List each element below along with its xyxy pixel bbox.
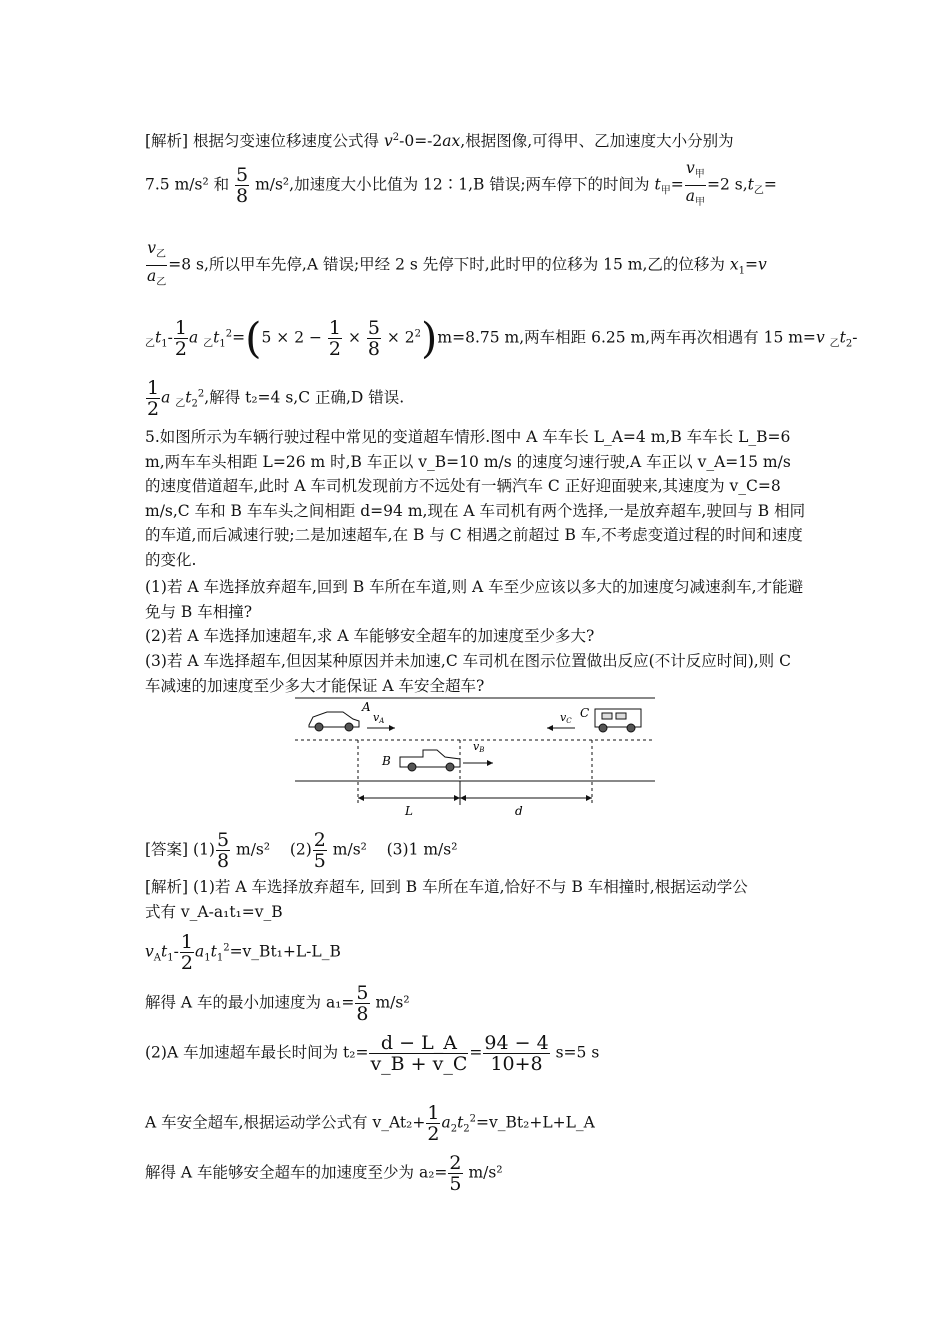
analysis-line-3: $v_At_1-$ $\frac{1}{2}$ $a_1t_1^2=v\_Bt_1+L-L\_B$	[145, 931, 341, 974]
fraction-5-8: $\frac{5}{8}$	[236, 164, 249, 208]
question-2: (2)若 A 车选择加速超车,求 A 车能够安全超车的加速度至少多大?	[145, 627, 595, 645]
analysis-prev-line-4: $_乙t_1-$ $\frac{1}{2}$ a $_乙t_1^2=(5 \times 2$ − $\frac{1}{2}$ × $\frac{5}{8}$ × $2^2)m=8.75$ m,两车相距 6.25 m,两车再次相遇有 15 m=v $_乙t_2-$	[145, 313, 858, 363]
analysis-line-5: (2)A 车加速超车最长时间为 t₂= $\frac{d - L\_A}{v\_B + v\_C}$ = $\frac{94 - 4}{10+8}$ s=5 s	[145, 1032, 600, 1075]
analysis-prev-line-5: $\frac{1}{2}$ a $_乙t_2^2$,解得 t₂=4 s,C 正确,D 错误.	[147, 377, 405, 420]
car-c-icon	[595, 709, 641, 732]
analysis-prev-line-3: $\frac{v_乙}{a_乙}$ =8 s,所以甲车先停,A 错误;甲经 2 s 先停下时,此时甲的位移为 15 m,乙的位移为 $x_1=v$	[147, 239, 767, 289]
label-b: B	[382, 754, 391, 768]
analysis-line-7: 解得 A 车能够安全超车的加速度至少为 a₂= $\frac{2}{5}$ m/s²	[145, 1152, 503, 1195]
label-l: L	[405, 804, 413, 818]
analysis-prev-line-1: [解析] 根据匀变速位移速度公式得 $v^2-0=-2ax$,根据图像,可得甲、乙加速度大小分别为	[145, 132, 734, 151]
answer-line: [答案] (1) $\frac{5}{8}$ m/s² (2) $\frac{2}{5}$ m/s² (3)1 m/s²	[145, 829, 458, 872]
question-3: (3)若 A 车选择超车,但因某种原因并未加速,C 车司机在图示位置做出反应(不计反应时间),则 C 车减速的加速度至少多大才能保证 A 车安全超车?	[145, 652, 791, 695]
analysis-line-1: [解析] (1)若 A 车选择放弃超车, 回到 B 车所在车道,恰好不与 B 车相撞时,根据运动学公	[145, 878, 748, 896]
label-c: C	[580, 706, 590, 720]
question-1: (1)若 A 车选择放弃超车,回到 B 车所在车道,则 A 车至少应该以多大的加速度匀减速刹车,才能避免与 B 车相撞?	[145, 578, 804, 621]
problem-5-statement: 5.如图所示为车辆行驶过程中常见的变道超车情形.图中 A 车车长 L_A=4 m,B 车车长 L_B=6 m,两车车头相距 L=26 m 时,B 车正以 v_B=10 m/s 的速度匀速行驶,A 车正以 v_A=15 m/s 的速度借道超车,此时 A 车司机发现前方不远处有一辆汽车 C 正好迎面驶来,其速度为 v_C=8 m/s,C 车和 B 车车头之间相距 d=94 m,现在 A 车司机有两个选择,一是放弃超车,驶回与 B 相同的车道,而后减速行驶;二是加速超车,在 B 与 C 相遇之前超过 B 车,不考虑变道过程的时间和速度的变化.	[145, 428, 806, 569]
car-a-icon	[309, 712, 359, 731]
analysis-line-4: 解得 A 车的最小加速度为 a₁= $\frac{5}{8}$ m/s²	[145, 982, 410, 1025]
car-b-icon	[400, 750, 460, 771]
analysis-prev-line-2: 7.5 m/s² 和 $\frac{5}{8}$ m/s²,加速度大小比值为 12∶1,B 错误;两车停下的时间为 $t_甲=$ $\frac{v_甲}{a_甲}$ =2 $s,t_乙=$	[145, 159, 777, 209]
label-d: d	[515, 804, 523, 818]
overtaking-diagram	[295, 695, 660, 820]
label-va: vA	[373, 711, 385, 725]
label-vc: vC	[560, 711, 572, 725]
label-a: A	[362, 700, 371, 714]
analysis-line-6: A 车安全超车,根据运动学公式有 v_At₂+ $\frac{1}{2}$ $a_2t_2^2=v\_Bt_2+L+L\_A$	[145, 1102, 595, 1145]
label-vb: vB	[473, 740, 485, 754]
analysis-line-2: 式有 v_A-a₁t₁=v_B	[145, 903, 283, 921]
